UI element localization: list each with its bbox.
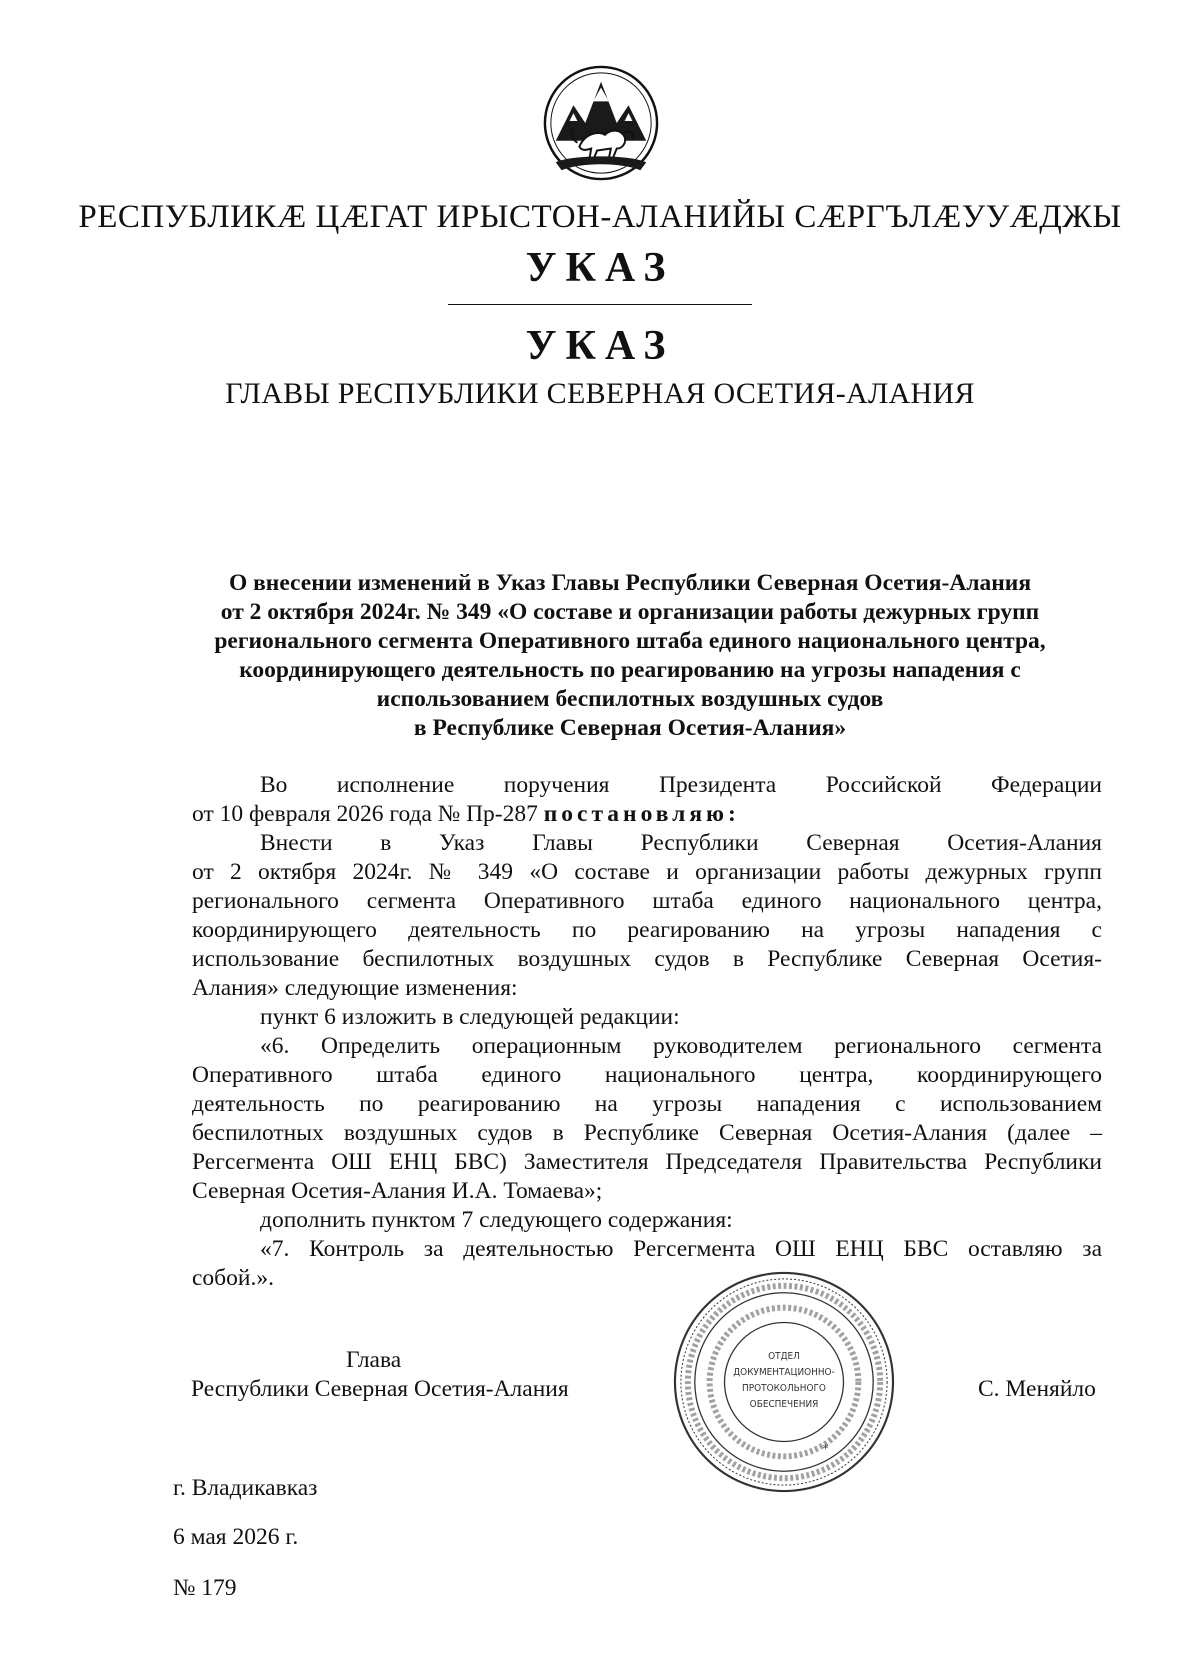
body-line: Алания» следующие изменения: — [192, 975, 518, 1001]
stamp-text-line: ОТДЕЛ — [768, 1351, 800, 1363]
title-line: координирующего деятельность по реагированию на угрозы нападения с — [239, 657, 1021, 683]
title-line: использованием беспилотных воздушных судов — [376, 686, 884, 712]
preamble-line — [192, 800, 1102, 829]
title-line: в Республике Северная Осетия-Алания» — [413, 715, 847, 741]
issue-city: г. Владикавказ — [173, 1475, 318, 1501]
body-line: «7. Контроль за деятельностью Регсегмента ОШ ЕНЦ БВС оставляю за — [260, 1236, 1102, 1262]
body-line: Северная Осетия-Алания И.А. Томаева»; — [192, 1178, 603, 1204]
doc-type-russian: УКАЗ — [525, 323, 675, 369]
decree-number: № 179 — [173, 1575, 237, 1601]
decree-body — [192, 771, 1102, 1293]
body-line: собой.». — [192, 1265, 274, 1291]
decree-word: постановляю: — [543, 801, 740, 827]
body-line: деятельность по реагированию на угрозы нападения с использованием — [192, 1091, 1102, 1117]
body-line: пункт 6 изложить в следующей редакции: — [260, 1004, 680, 1030]
stamp-text-line: ПРОТОКОЛЬНОГО — [742, 1382, 826, 1394]
official-stamp — [670, 1268, 898, 1496]
title-line: регионального сегмента Оперативного штаба единого национального центра, — [214, 628, 1046, 654]
body-line: дополнить пунктом 7 следующего содержания: — [260, 1207, 733, 1233]
body-line: беспилотных воздушных судов в Республике Северная Осетия-Алания (далее – — [192, 1120, 1102, 1146]
doc-type-ossetian: УКАЗ — [525, 245, 675, 291]
signatory-position: Республики Северная Осетия-Алания — [191, 1376, 569, 1402]
issue-date: 6 мая 2026 г. — [173, 1524, 299, 1550]
header-russian: ГЛАВЫ РЕСПУБЛИКИ СЕВЕРНАЯ ОСЕТИЯ-АЛАНИЯ — [225, 377, 975, 410]
body-line: координирующего деятельность по реагированию на угрозы нападения с — [192, 917, 1102, 943]
preamble-line: Во исполнение поручения Президента Российской Федерации — [260, 772, 1102, 798]
body-line: Оперативного штаба единого национального центра, координирующего — [192, 1062, 1102, 1088]
body-line: регионального сегмента Оперативного штаба единого национального центра, — [192, 888, 1102, 914]
body-line: Регсегмента ОШ ЕНЦ БВС) Заместителя Председателя Правительства Республики — [192, 1149, 1102, 1175]
stamp-text-line: ДОКУМЕНТАЦИОННО- — [733, 1367, 835, 1379]
header-divider — [448, 304, 752, 305]
body-line: Внести в Указ Главы Республики Северная Осетия-Алания — [260, 830, 1102, 856]
header-ossetian: РЕСПУБЛИКӔ ЦӔГАТ ИРЫСТОН-АЛАНИЙЫ СӔРГЪЛӔУУӔДЖЫ — [78, 199, 1122, 235]
title-line: О внесении изменений в Указ Главы Республики Северная Осетия-Алания — [228, 570, 1032, 596]
decree-title — [180, 569, 1080, 743]
coat-of-arms-emblem — [542, 64, 660, 182]
title-line: от 2 октября 2024г. № 349 «О составе и организации работы дежурных групп — [220, 599, 1040, 625]
preamble-reference: от 10 февраля 2026 года № Пр-287 — [192, 801, 544, 827]
signatory-name: С. Меняйло — [978, 1376, 1096, 1402]
body-line: использование беспилотных воздушных судов в Республике Северная Осетия- — [192, 946, 1102, 972]
svg-text:*: * — [822, 1441, 829, 1456]
signatory-position: Глава — [346, 1347, 402, 1373]
body-line: от 2 октября 2024г. № 349 «О составе и организации работы дежурных групп — [192, 859, 1102, 885]
stamp-text-line: ОБЕСПЕЧЕНИЯ — [749, 1398, 819, 1410]
body-line: «6. Определить операционным руководителем регионального сегмента — [260, 1033, 1102, 1059]
